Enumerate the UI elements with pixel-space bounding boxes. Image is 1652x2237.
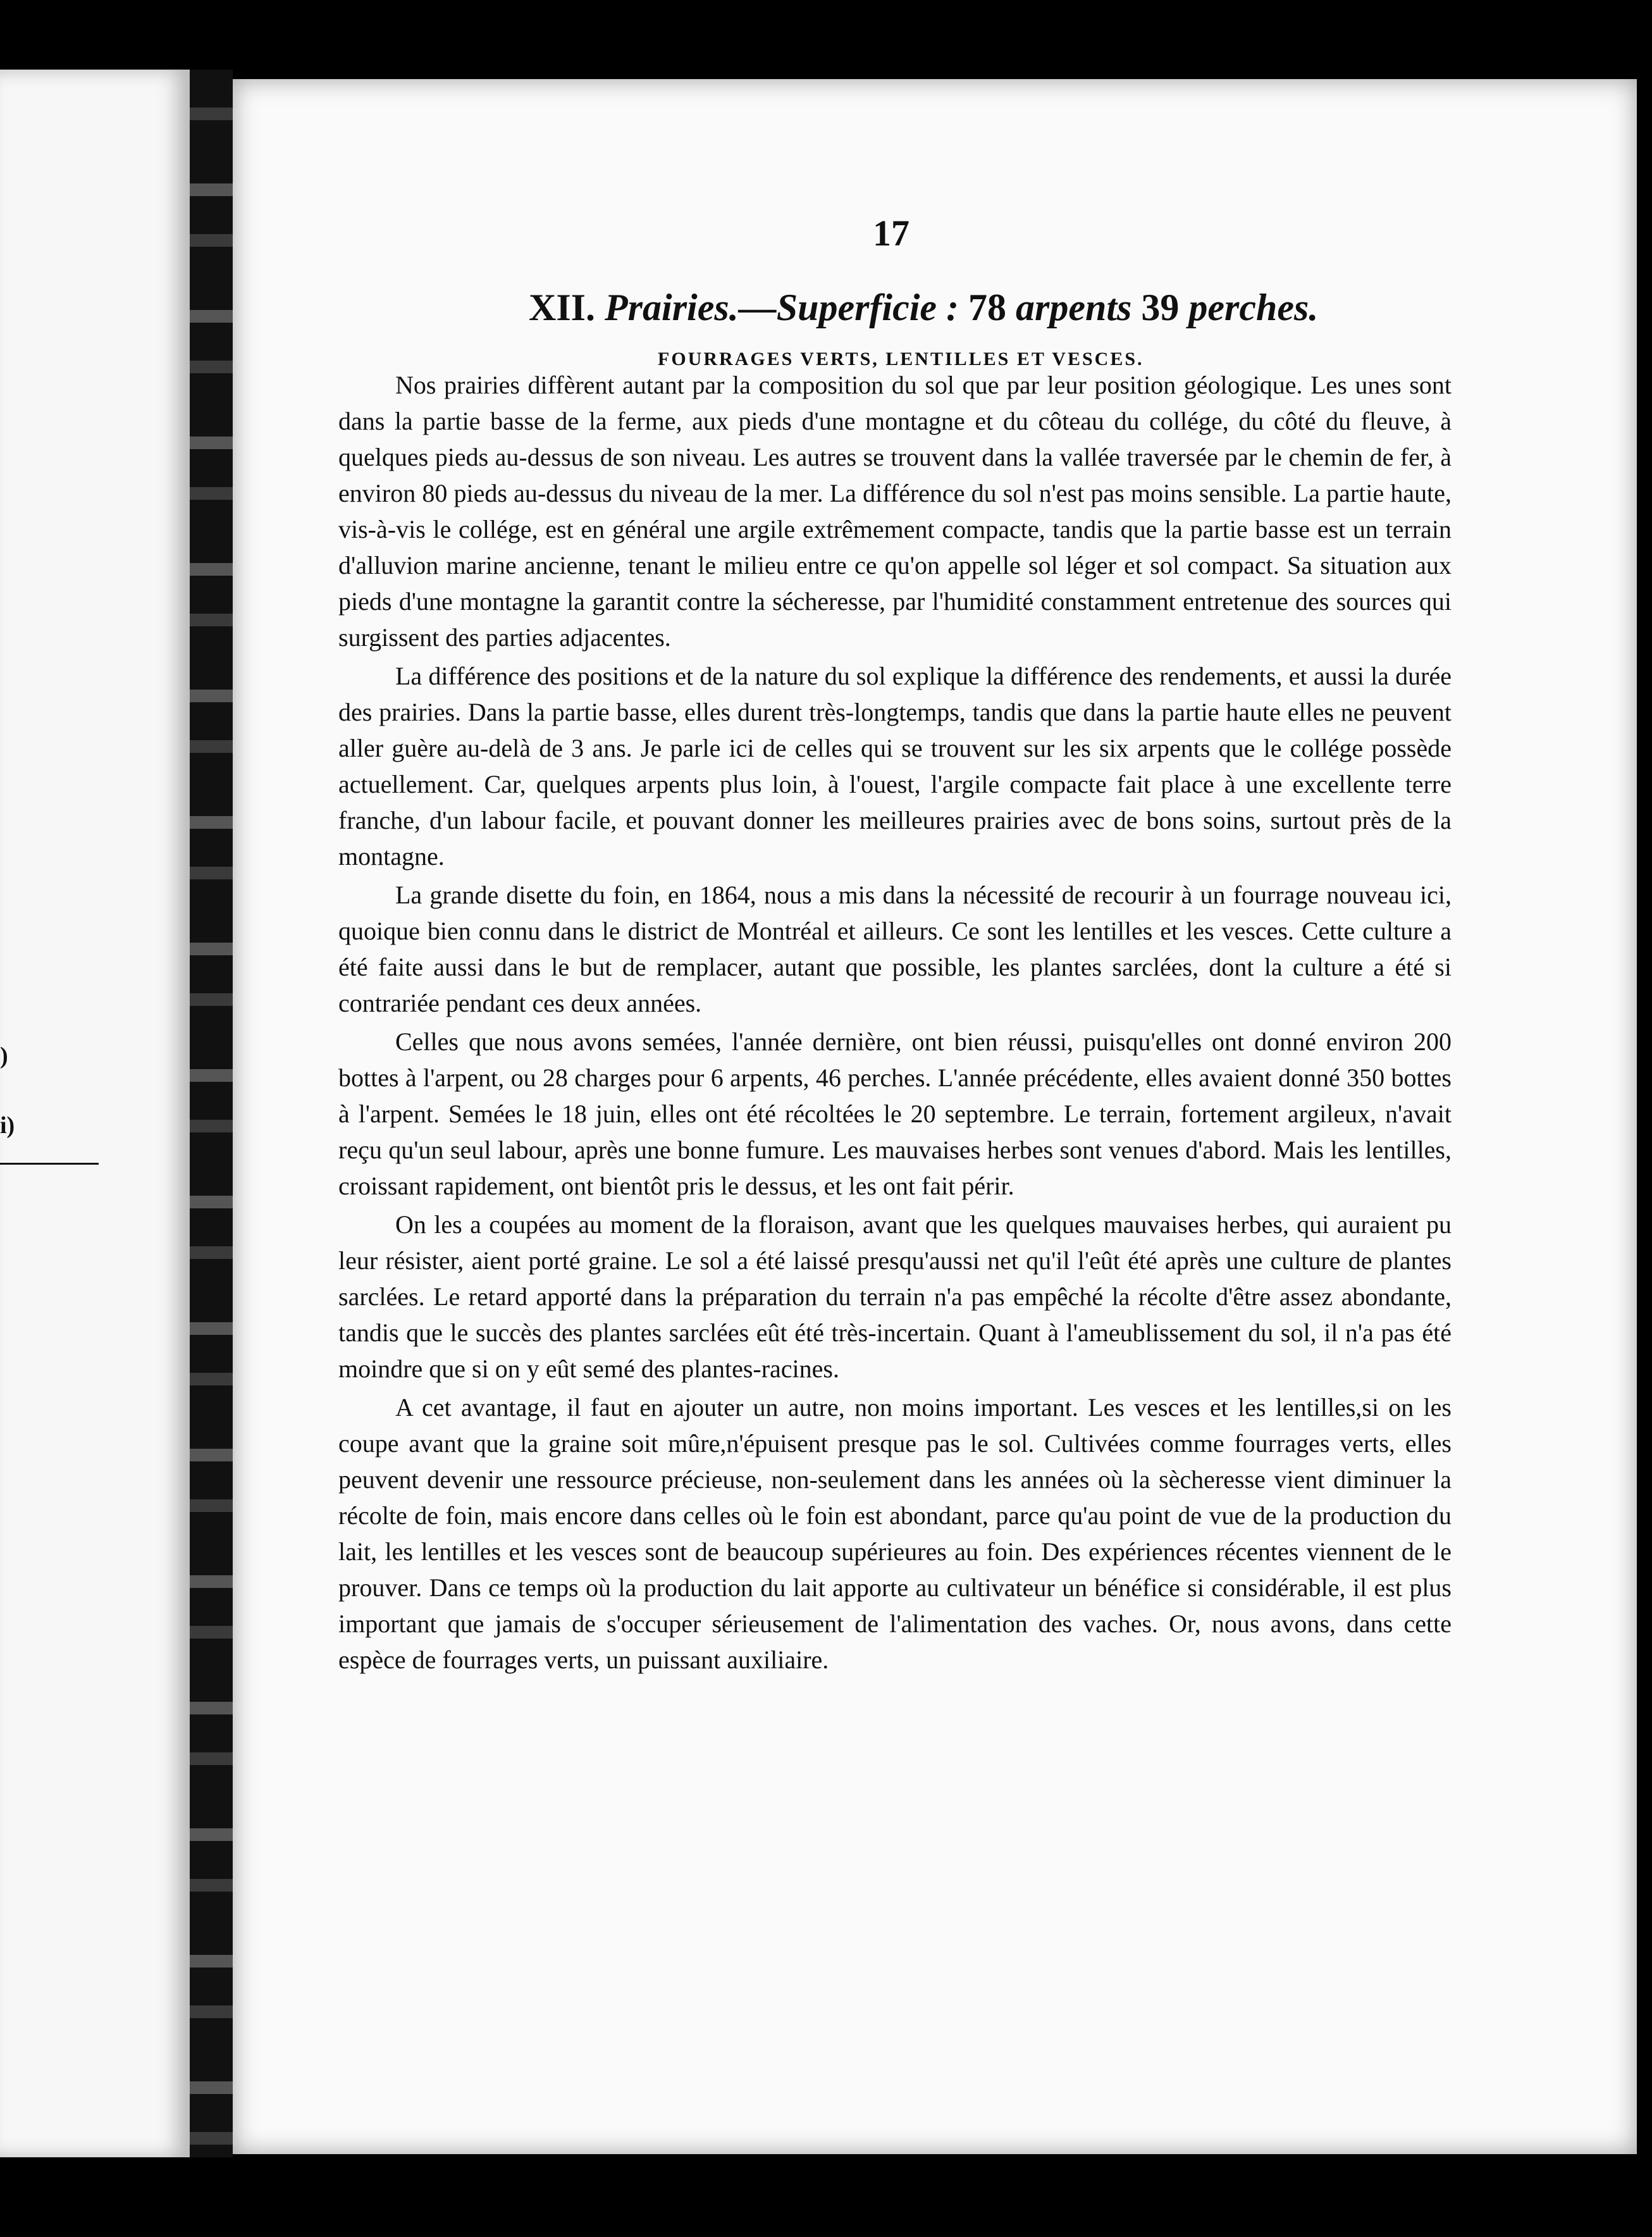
area-unit-2: perches.: [1188, 287, 1319, 328]
book-binding: [190, 70, 233, 2157]
left-line: i): [0, 1112, 15, 1139]
section-number: XII.: [529, 287, 596, 328]
paragraph: La différence des positions et de la nature du sol explique la différence des rendements, et aussi la durée des prairies. Dans la partie basse, elles durent très-longtemps, tandis que dans la partie haute elles ne peuvent aller guère au-delà de 3 ans. Je parle ici de celles qui se trouvent sur les six arpents que le collége possède actuellement. Car, quelques arpents plus loin, à l'ouest, l'argile compacte fait place à une excellente terre franche, d'un labour facile, et pouvant donner les meilleures prairies avec de bons soins, surtout près de la montagne.: [338, 662, 1452, 871]
section-title: Prairies.—Superficie :: [605, 287, 959, 328]
area-value: 78: [968, 287, 1006, 328]
left-rule: [0, 1163, 99, 1165]
paragraph: A cet avantage, il faut en ajouter un autre, non moins important. Les vesces et les lentilles,si on les coupe avant que la graine soit mûre,n'épuisent presque pas le sol. Cultivées comme fourrages verts, elles peuvent devenir une ressource précieuse, non-seulement dans les années où la sècheresse vient diminuer la récolte de foin, mais encore dans celles où le foin est abondant, parce qu'au point de vue de la production du lait, les lentilles et les vesces sont de beaucoup supérieures au foin. Des expériences récentes viennent de le prouver. Dans ce temps où la production du lait apporte au cultivateur un bénéfice si considérable, il est plus important que jamais de s'occuper sérieusement de l'alimentation des vaches. Or, nous avons, dans cette espèce de fourrages verts, un puissant auxiliaire.: [338, 1393, 1452, 1674]
left-line: ): [0, 1043, 8, 1069]
paragraph: Celles que nous avons semées, l'année dernière, ont bien réussi, puisqu'elles ont donné environ 200 bottes à l'arpent, ou 28 charges pour 6 arpents, 46 perches. L'année précédente, elles avaient donné 350 bottes à l'arpent. Semées le 18 juin, elles ont été récoltées le 20 septembre. Le terrain, fortement argileux, n'avait reçu qu'un seul labour, après une bonne fumure. Les mauvaises herbes sont venues d'abord. Mais les lentilles, croissant rapidement, ont bientôt pris le dessus, et les ont fait périr.: [338, 1027, 1452, 1200]
paragraph: La grande disette du foin, en 1864, nous a mis dans la nécessité de recourir à un fourrage nouveau ici, quoique bien connu dans le district de Montréal et ailleurs. Ce sont les lentilles et les vesces. Cette culture a été faite aussi dans le but de remplacer, autant que possible, les plantes sarclées, dont la culture a été si contrariée pendant ces deux années.: [338, 881, 1452, 1017]
body-text: [338, 367, 1452, 1678]
area-value-2: 39: [1141, 287, 1180, 328]
paragraph: On les a coupées au moment de la floraison, avant que les quelques mauvaises herbes, qui auraient pu leur résister, aient porté graine. Le sol a été laissé presqu'aussi net qu'il l'eût été après une culture de plantes sarclées. Le retard apporté dans la préparation du terrain n'a pas empêché la récolte d'être assez abondante, tandis que le succès des plantes sarclées eût été très-incertain. Quant à l'ameublissement du sol, il n'a pas été moindre que si on y eût semé des plantes-racines.: [338, 1210, 1452, 1383]
section-subtitle: FOURRAGES VERTS, LENTILLES ET VESCES.: [658, 349, 1144, 369]
paragraph: Nos prairies diffèrent autant par la composition du sol que par leur position géologique. Les unes sont dans la partie basse de la ferme, aux pieds d'une montagne et du côteau du collége, du côté du fleuve, à quelques pieds au-dessus de son niveau. Les autres se trouvent dans la vallée traversée par le chemin de fer, à environ 80 pieds au-dessus du niveau de la mer. La différence du sol n'est pas moins sensible. La partie haute, vis-à-vis le collége, est en général une argile extrêmement compacte, tandis que la partie basse est un terrain d'alluvion marine ancienne, tenant le milieu entre ce qu'on appelle sol léger et sol compact. Sa situation aux pieds d'une montagne la garantit contre la sécheresse, par l'humidité constamment entretenue des sources qui surgissent des parties adjacentes.: [338, 371, 1452, 652]
left-page-fragment: [0, 70, 190, 2157]
page-number: 17: [873, 213, 909, 254]
section-heading: [529, 286, 1318, 330]
area-unit: arpents: [1015, 287, 1132, 328]
